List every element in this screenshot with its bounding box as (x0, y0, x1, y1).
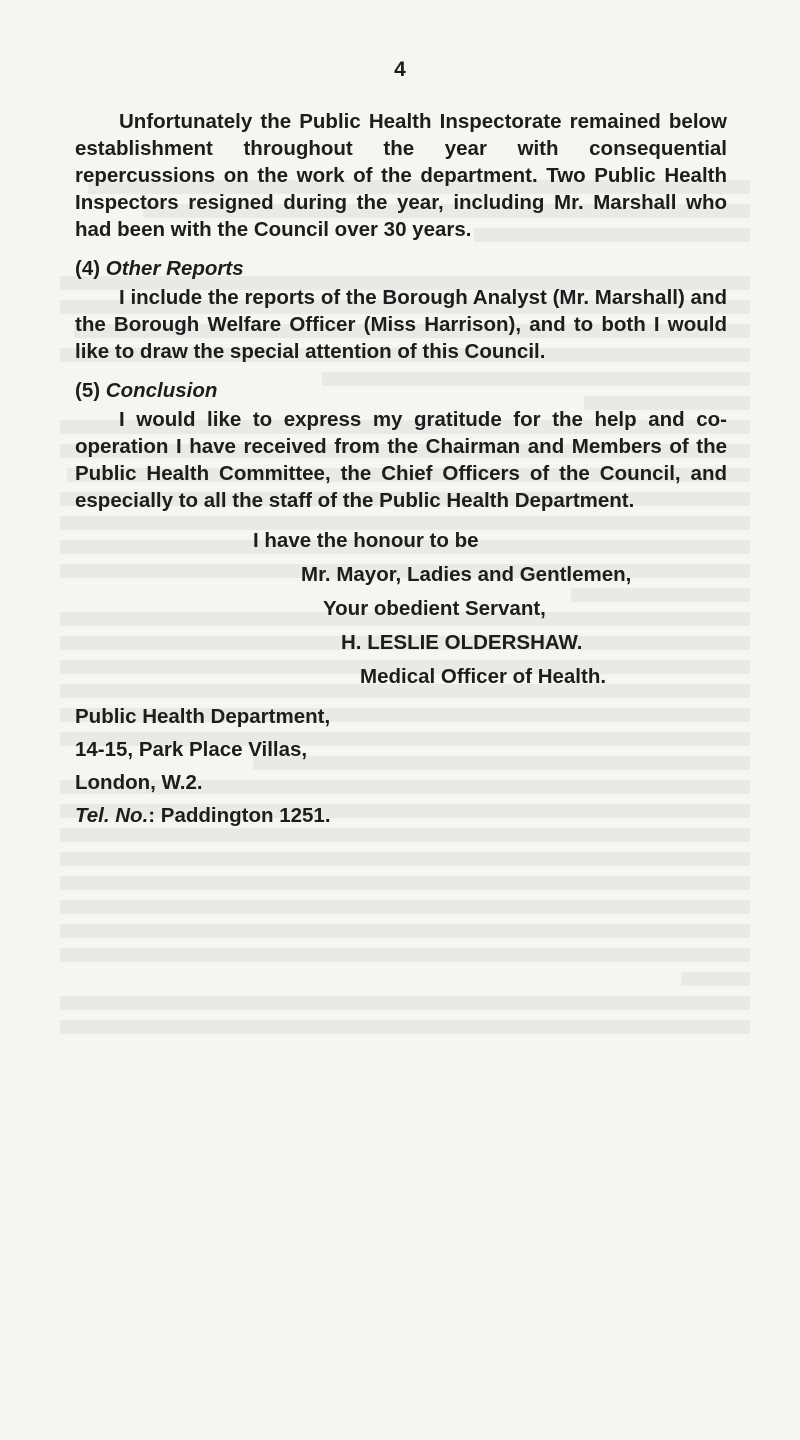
telephone-label: Tel. No. (75, 804, 149, 827)
section-number: (4) (75, 257, 101, 280)
valediction-line: Your obedient Servant, (323, 597, 546, 620)
salutation-line: Mr. Mayor, Ladies and Gentlemen, (301, 563, 632, 586)
closing-line: I have the honour to be (253, 529, 479, 552)
section-title: Conclusion (105, 379, 218, 402)
page-content (75, 108, 727, 832)
address-department: Public Health Department, (75, 705, 331, 728)
address-city: London, W.2. (75, 771, 203, 794)
section-heading-conclusion (75, 377, 727, 404)
section-number: (5) (75, 379, 101, 402)
signatory-title: Medical Officer of Health. (360, 665, 607, 688)
address-street: 14-15, Park Place Villas, (75, 738, 308, 761)
signature-block (75, 524, 727, 694)
other-reports-paragraph: I include the reports of the Borough Analyst (Mr. Marshall) and the Borough Welfare Officer (Miss Harrison), and to both I would like to draw the special attention of this Council. (75, 286, 727, 363)
telephone-line (75, 799, 727, 832)
telephone-number: : Paddington 1251. (148, 804, 331, 827)
signatory-name: H. LESLIE OLDERSHAW. (341, 631, 583, 654)
section-heading-other-reports (75, 255, 727, 282)
conclusion-paragraph: I would like to express my gratitude for the help and co-operation I have received from the Chairman and Members of the Public Health Committee, the Chief Officers of the Council, and especially to all the staff of the Public Health Department. (75, 408, 727, 512)
section-title: Other Reports (105, 257, 244, 280)
inspectorate-paragraph: Unfortunately the Public Health Inspectorate remained below establishment throughout the year with consequential repercussions on the work of the department. Two Public Health Inspectors resigned during the year, including Mr. Marshall who had been with the Council over 30 years. (75, 110, 727, 241)
address-block (75, 700, 727, 832)
page-number: 4 (394, 58, 406, 81)
